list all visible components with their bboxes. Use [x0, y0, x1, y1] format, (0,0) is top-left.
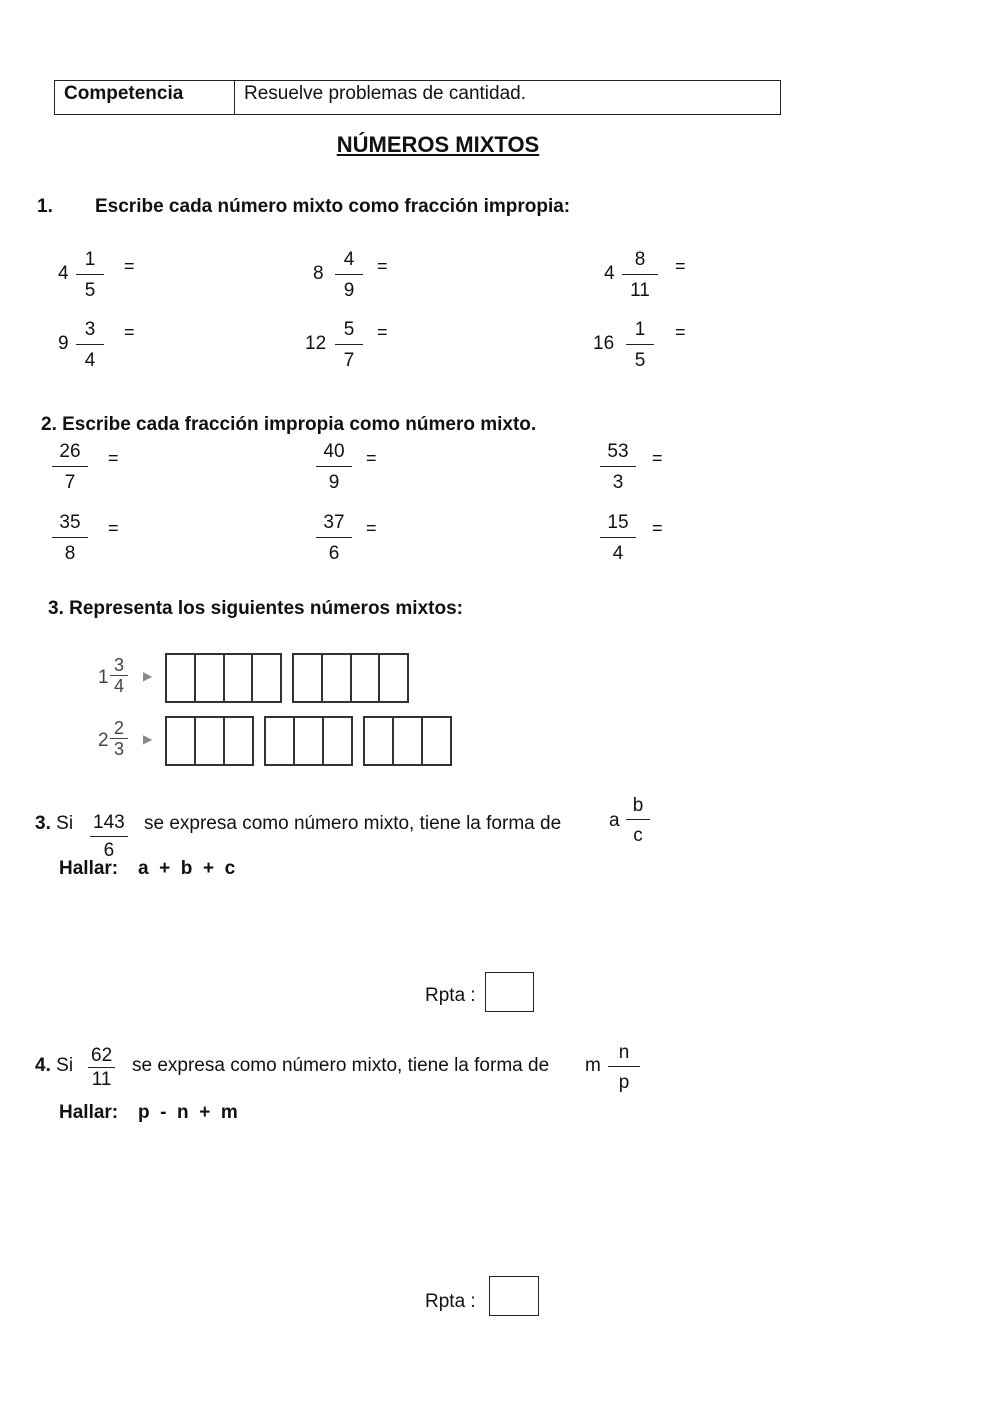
numerator: 1 — [626, 320, 654, 345]
equals-sign: = — [675, 256, 686, 276]
equals-sign: = — [108, 518, 119, 538]
fraction-grid — [165, 653, 282, 703]
equals-sign: = — [377, 322, 388, 342]
problem-4 — [35, 1055, 73, 1077]
mixed-whole: 4 — [58, 263, 69, 284]
mixed-whole: 12 — [305, 333, 327, 354]
denominator: 9 — [328, 472, 340, 493]
mixed-fraction — [110, 719, 128, 758]
numerator: 5 — [335, 320, 363, 345]
denominator: 11 — [91, 1069, 112, 1090]
problem-text: se expresa como número mixto, tiene la forma de — [132, 1055, 550, 1076]
denominator: 11 — [630, 280, 650, 301]
mixed-whole: 2 — [98, 730, 109, 751]
problem-fraction — [90, 813, 128, 860]
mixed-whole: 1 — [98, 667, 109, 688]
improper-fraction — [52, 513, 88, 563]
equals-sign: = — [675, 322, 686, 342]
numerator: 3 — [76, 320, 104, 345]
q1-number: 1. — [37, 196, 53, 217]
denominator: p — [618, 1072, 630, 1093]
numerator: 3 — [110, 656, 128, 676]
mixed-fraction — [76, 320, 104, 370]
improper-fraction — [600, 442, 636, 492]
numerator: 143 — [90, 813, 128, 837]
numerator: 35 — [52, 513, 88, 538]
numerator: n — [608, 1043, 640, 1067]
grid-cell[interactable] — [323, 655, 352, 701]
rpta-label: Rpta : — [425, 985, 476, 1006]
grid-cell[interactable] — [365, 718, 394, 764]
problem-text: se expresa como número mixto, tiene la forma de — [144, 813, 562, 834]
equals-sign: = — [377, 256, 388, 276]
denominator: c — [633, 825, 643, 846]
equals-sign: = — [366, 448, 377, 468]
grid-cell[interactable] — [324, 718, 351, 764]
mixed-fraction — [335, 320, 363, 370]
form-fraction — [626, 796, 650, 845]
denominator: 6 — [328, 543, 340, 564]
improper-fraction — [316, 442, 352, 492]
numerator: 62 — [88, 1046, 115, 1068]
numerator: 2 — [110, 719, 128, 739]
grid-cell[interactable] — [423, 718, 450, 764]
grid-cell[interactable] — [167, 718, 196, 764]
improper-fraction — [600, 513, 636, 563]
mixed-fraction — [76, 250, 104, 300]
hallar-label: Hallar: — [59, 858, 119, 879]
problem-3 — [35, 813, 73, 835]
denominator: 8 — [64, 543, 76, 564]
q3-instruction: 3. Representa los siguientes números mixtos: — [48, 598, 463, 619]
grid-cell[interactable] — [253, 655, 280, 701]
problem-fraction — [88, 1046, 115, 1089]
denominator: 4 — [612, 543, 624, 564]
form-fraction — [608, 1043, 640, 1092]
grid-cell[interactable] — [294, 655, 323, 701]
equals-sign: = — [652, 448, 663, 468]
fraction-grid — [264, 716, 353, 766]
hallar-expression: a + b + c — [138, 858, 236, 879]
denominator: 5 — [634, 350, 646, 371]
numerator: 8 — [622, 250, 658, 275]
rpta-label: Rpta : — [425, 1291, 476, 1312]
si-text: Si — [56, 813, 74, 834]
q1-instruction: Escribe cada número mixto como fracción impropia: — [95, 196, 571, 217]
denominator: 3 — [612, 472, 624, 493]
denominator: 7 — [343, 350, 355, 371]
numerator: 1 — [76, 250, 104, 275]
equals-sign: = — [108, 448, 119, 468]
fraction-grid — [363, 716, 452, 766]
hallar-expression: p - n + m — [138, 1102, 238, 1123]
improper-fraction — [316, 513, 352, 563]
arrow-right-icon: ▶ — [143, 732, 153, 746]
competencia-table — [54, 80, 781, 115]
denominator: 5 — [84, 280, 96, 301]
mixed-whole: 16 — [593, 333, 615, 354]
answer-box[interactable] — [489, 1276, 539, 1316]
equals-sign: = — [124, 322, 135, 342]
grid-cell[interactable] — [225, 718, 252, 764]
mixed-fraction — [626, 320, 654, 370]
grid-cell[interactable] — [295, 718, 324, 764]
numerator: 40 — [316, 442, 352, 467]
denominator: 3 — [113, 739, 124, 759]
grid-cell[interactable] — [196, 655, 225, 701]
answer-box[interactable] — [485, 972, 534, 1012]
fraction-grid — [292, 653, 409, 703]
mixed-whole: 8 — [313, 263, 324, 284]
problem-number: 3. — [35, 813, 51, 834]
competencia-label: Competencia — [55, 81, 235, 114]
form-whole: a — [609, 810, 620, 831]
numerator: 26 — [52, 442, 88, 467]
equals-sign: = — [366, 518, 377, 538]
equals-sign: = — [124, 256, 135, 276]
problem-number: 4. — [35, 1055, 51, 1076]
arrow-right-icon: ▶ — [143, 669, 153, 683]
equals-sign: = — [652, 518, 663, 538]
form-whole: m — [585, 1055, 601, 1076]
numerator: b — [626, 796, 650, 820]
si-text: Si — [56, 1055, 74, 1076]
mixed-fraction — [335, 250, 363, 300]
grid-cell[interactable] — [394, 718, 423, 764]
grid-cell[interactable] — [266, 718, 295, 764]
denominator: 9 — [343, 280, 355, 301]
denominator: 6 — [103, 840, 115, 861]
numerator: 15 — [600, 513, 636, 538]
grid-cell[interactable] — [225, 655, 254, 701]
grid-cell[interactable] — [167, 655, 196, 701]
fraction-grid — [165, 716, 254, 766]
mixed-whole: 4 — [604, 263, 615, 284]
denominator: 4 — [84, 350, 96, 371]
numerator: 4 — [335, 250, 363, 275]
q2-instruction: 2. Escribe cada fracción impropia como número mixto. — [41, 414, 537, 435]
denominator: 7 — [64, 472, 76, 493]
mixed-whole: 9 — [58, 333, 69, 354]
numerator: 37 — [316, 513, 352, 538]
improper-fraction — [52, 442, 88, 492]
denominator: 4 — [113, 676, 124, 696]
mixed-fraction — [622, 250, 658, 300]
numerator: 53 — [600, 442, 636, 467]
grid-cell[interactable] — [196, 718, 225, 764]
competencia-value: Resuelve problemas de cantidad. — [244, 83, 527, 104]
hallar-label: Hallar: — [59, 1102, 119, 1123]
page-title: NÚMEROS MIXTOS — [336, 132, 540, 157]
grid-cell[interactable] — [352, 655, 381, 701]
grid-cell[interactable] — [380, 655, 407, 701]
mixed-fraction — [110, 656, 128, 695]
